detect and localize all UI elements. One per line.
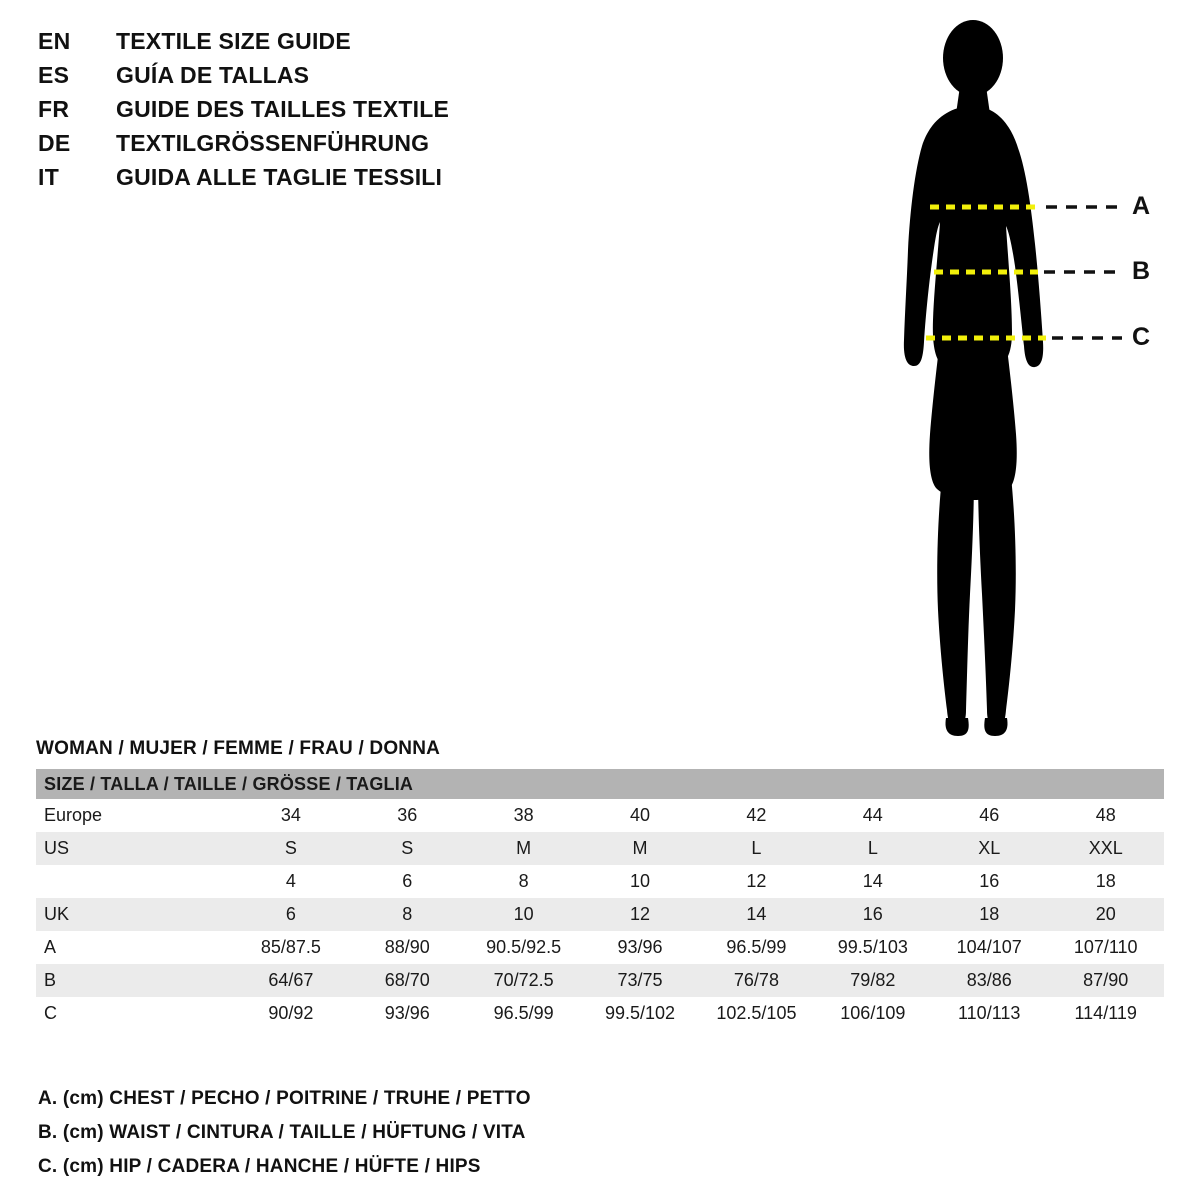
table-cell: 87/90 bbox=[1047, 964, 1164, 997]
table-header-row bbox=[36, 769, 1164, 799]
measure-label-a: A bbox=[1132, 192, 1151, 220]
table-cell: 40 bbox=[582, 799, 698, 832]
table-cell: 10 bbox=[582, 865, 698, 898]
table-cell: 114/119 bbox=[1047, 997, 1164, 1030]
table-row bbox=[36, 799, 1164, 832]
table-cell: 102.5/105 bbox=[698, 997, 814, 1030]
title-row bbox=[38, 130, 658, 162]
title-text: TEXTILGRÖSSENFÜHRUNG bbox=[116, 130, 430, 156]
table-cell: 83/86 bbox=[931, 964, 1047, 997]
size-table-section bbox=[36, 738, 1164, 1030]
title-row bbox=[38, 28, 658, 60]
table-cell: 12 bbox=[698, 865, 814, 898]
table-cell: 18 bbox=[1047, 865, 1164, 898]
table-cell: 6 bbox=[233, 898, 349, 931]
title-lang-code: ES bbox=[38, 62, 70, 88]
title-block bbox=[38, 28, 658, 198]
table-cell: 38 bbox=[465, 799, 581, 832]
table-section-heading: WOMAN / MUJER / FEMME / FRAU / DONNA bbox=[36, 738, 441, 759]
table-cell: 34 bbox=[233, 799, 349, 832]
table-cell: XXL bbox=[1047, 832, 1164, 865]
title-text: GUÍA DE TALLAS bbox=[116, 62, 310, 88]
table-row bbox=[36, 997, 1164, 1030]
table-cell: 4 bbox=[233, 865, 349, 898]
table-cell: M bbox=[582, 832, 698, 865]
table-cell: 93/96 bbox=[582, 931, 698, 964]
table-cell: 8 bbox=[349, 898, 465, 931]
table-cell: 42 bbox=[698, 799, 814, 832]
table-cell: 73/75 bbox=[582, 964, 698, 997]
row-label: B bbox=[36, 964, 233, 997]
legend-line-c: C. (cm) HIP / CADERA / HANCHE / HÜFTE / HIPS bbox=[38, 1156, 481, 1177]
title-text: GUIDE DES TAILLES TEXTILE bbox=[116, 96, 449, 122]
table-cell: M bbox=[465, 832, 581, 865]
title-lang-code: FR bbox=[38, 96, 70, 122]
row-label: US bbox=[36, 832, 233, 865]
female-silhouette-icon bbox=[860, 10, 1190, 750]
table-row bbox=[36, 865, 1164, 898]
table-row bbox=[36, 898, 1164, 931]
measure-label-b: B bbox=[1132, 257, 1151, 285]
table-cell: 16 bbox=[931, 865, 1047, 898]
title-row bbox=[38, 62, 658, 94]
table-cell: 18 bbox=[931, 898, 1047, 931]
table-cell: 6 bbox=[349, 865, 465, 898]
table-cell: 99.5/102 bbox=[582, 997, 698, 1030]
table-row bbox=[36, 931, 1164, 964]
legend-line-a: A. (cm) CHEST / PECHO / POITRINE / TRUHE / PETTO bbox=[38, 1088, 531, 1109]
table-cell: S bbox=[349, 832, 465, 865]
table-row bbox=[36, 832, 1164, 865]
figure-area bbox=[860, 10, 1190, 750]
legend-block bbox=[38, 1088, 738, 1190]
table-cell: 14 bbox=[698, 898, 814, 931]
title-text: GUIDA ALLE TAGLIE TESSILI bbox=[116, 164, 443, 190]
title-row bbox=[38, 96, 658, 128]
table-cell: L bbox=[698, 832, 814, 865]
table-cell: 16 bbox=[815, 898, 931, 931]
table-cell: L bbox=[815, 832, 931, 865]
table-cell: 90.5/92.5 bbox=[465, 931, 581, 964]
title-row bbox=[38, 164, 658, 196]
title-lang-code: IT bbox=[38, 164, 60, 190]
table-cell: 70/72.5 bbox=[465, 964, 581, 997]
table-cell: 44 bbox=[815, 799, 931, 832]
title-text: TEXTILE SIZE GUIDE bbox=[116, 28, 351, 54]
table-cell: 36 bbox=[349, 799, 465, 832]
table-cell: 110/113 bbox=[931, 997, 1047, 1030]
table-cell: 64/67 bbox=[233, 964, 349, 997]
table-cell: 93/96 bbox=[349, 997, 465, 1030]
table-cell: 20 bbox=[1047, 898, 1164, 931]
table-cell: 46 bbox=[931, 799, 1047, 832]
title-lang-code: EN bbox=[38, 28, 71, 54]
table-cell: 99.5/103 bbox=[815, 931, 931, 964]
table-cell: 107/110 bbox=[1047, 931, 1164, 964]
table-cell: 8 bbox=[465, 865, 581, 898]
table-cell: 14 bbox=[815, 865, 931, 898]
table-cell: 88/90 bbox=[349, 931, 465, 964]
table-cell: XL bbox=[931, 832, 1047, 865]
table-cell: 104/107 bbox=[931, 931, 1047, 964]
table-cell: 48 bbox=[1047, 799, 1164, 832]
table-cell: 68/70 bbox=[349, 964, 465, 997]
table-cell: 85/87.5 bbox=[233, 931, 349, 964]
table-cell: 96.5/99 bbox=[698, 931, 814, 964]
table-cell: 79/82 bbox=[815, 964, 931, 997]
table-row bbox=[36, 964, 1164, 997]
row-label bbox=[36, 865, 233, 898]
measure-label-c: C bbox=[1132, 323, 1151, 351]
table-header-label: SIZE / TALLA / TAILLE / GRÖSSE / TAGLIA bbox=[36, 769, 1164, 799]
table-cell: 90/92 bbox=[233, 997, 349, 1030]
table-cell: 106/109 bbox=[815, 997, 931, 1030]
table-cell: 10 bbox=[465, 898, 581, 931]
row-label: UK bbox=[36, 898, 233, 931]
size-table bbox=[36, 769, 1164, 1030]
title-lang-code: DE bbox=[38, 130, 71, 156]
table-cell: S bbox=[233, 832, 349, 865]
legend-line-b: B. (cm) WAIST / CINTURA / TAILLE / HÜFTUNG / VITA bbox=[38, 1122, 526, 1143]
table-cell: 12 bbox=[582, 898, 698, 931]
table-cell: 96.5/99 bbox=[465, 997, 581, 1030]
row-label: Europe bbox=[36, 799, 233, 832]
row-label: C bbox=[36, 997, 233, 1030]
row-label: A bbox=[36, 931, 233, 964]
table-cell: 76/78 bbox=[698, 964, 814, 997]
